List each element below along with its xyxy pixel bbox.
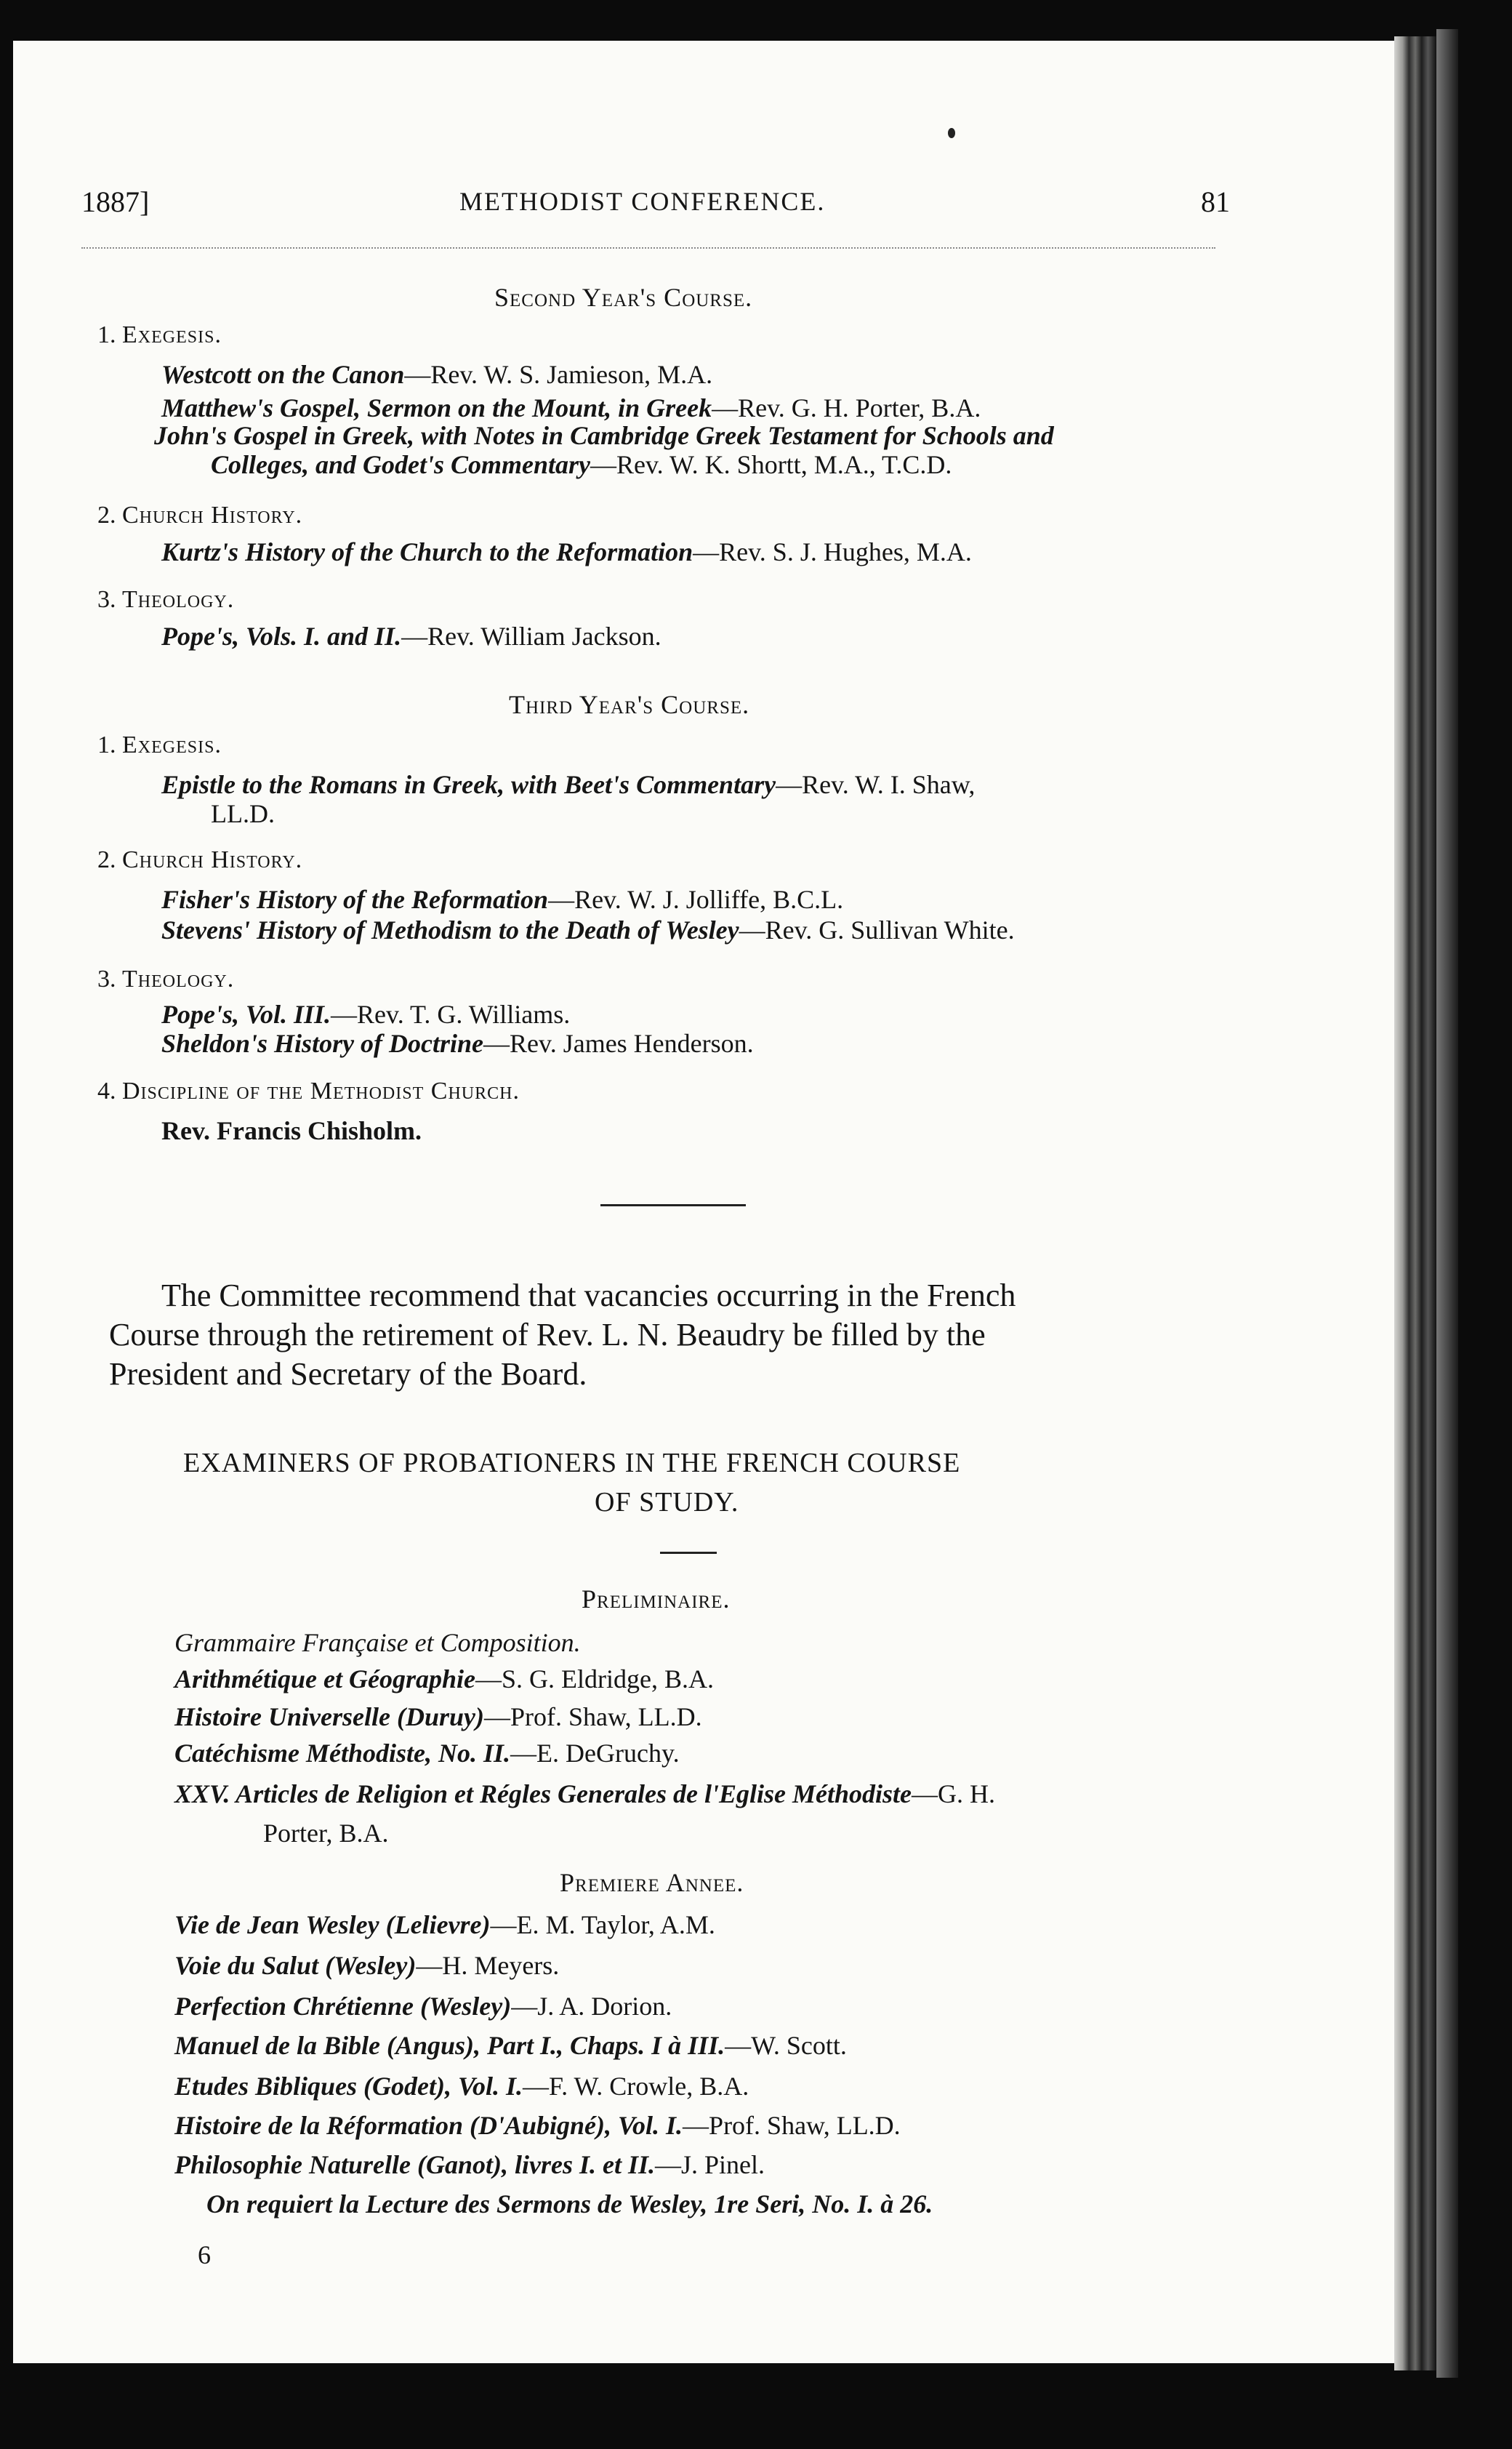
course-entry: Pope's, Vols. I. and II.—Rev. William Jackson. <box>161 622 662 651</box>
course-entry: Porter, B.A. <box>263 1819 389 1848</box>
course-entry: Etudes Bibliques (Godet), Vol. I.—F. W. Crowle, B.A. <box>174 2072 749 2101</box>
course-entry: Voie du Salut (Wesley)—H. Meyers. <box>174 1951 560 1980</box>
course-entry: Manuel de la Bible (Angus), Part I., Chaps. I à III.—W. Scott. <box>174 2031 847 2060</box>
course-entry: Sheldon's History of Doctrine—Rev. James Henderson. <box>161 1029 754 1058</box>
running-header <box>81 185 1230 228</box>
ink-spot <box>948 128 955 138</box>
course-entry: Arithmétique et Géographie—S. G. Eldridge, B.A. <box>174 1664 714 1694</box>
course-entry: LL.D. <box>211 799 275 828</box>
section-number: 4. Discipline of the Methodist Church. <box>97 1078 520 1105</box>
section-divider <box>600 1204 746 1206</box>
book-edge-shadow <box>1436 29 1458 2378</box>
course-entry: Colleges, and Godet's Commentary—Rev. W. K. Shortt, M.A., T.C.D. <box>211 450 952 479</box>
header-title: METHODIST CONFERENCE. <box>459 187 826 216</box>
course-entry: Stevens' History of Methodism to the Death of Wesley—Rev. G. Sullivan White. <box>161 915 1015 945</box>
committee-paragraph-line: The Committee recommend that vacancies occurring in the French <box>161 1278 1016 1313</box>
course-entry: Kurtz's History of the Church to the Reformation—Rev. S. J. Hughes, M.A. <box>161 537 972 566</box>
course-entry: Rev. Francis Chisholm. <box>161 1116 422 1145</box>
course-entry: Westcott on the Canon—Rev. W. S. Jamieson, M.A. <box>161 360 713 389</box>
course-entry: Vie de Jean Wesley (Lelievre)—E. M. Taylor, A.M. <box>174 1910 715 1939</box>
header-year: 1887] <box>81 185 150 218</box>
third-year-heading: Third Year's Course. <box>509 690 750 719</box>
course-entry: Philosophie Naturelle (Ganot), livres I. et II.—J. Pinel. <box>174 2150 765 2179</box>
course-entry: XXV. Articles de Religion et Régles Generales de l'Eglise Méthodiste—G. H. <box>174 1779 995 1808</box>
section-number: 2. Church History. <box>97 502 303 529</box>
signature-mark: 6 <box>198 2240 211 2269</box>
course-entry: Grammaire Française et Composition. <box>174 1628 581 1657</box>
section-number: 2. Church History. <box>97 846 303 873</box>
course-entry: Matthew's Gospel, Sermon on the Mount, in Greek—Rev. G. H. Porter, B.A. <box>161 393 981 422</box>
section-number: 1. Exegesis. <box>97 732 222 758</box>
section-number: 3. Theology. <box>97 586 235 613</box>
course-entry: Catéchisme Méthodiste, No. II.—E. DeGruchy. <box>174 1739 680 1768</box>
short-rule <box>660 1552 717 1554</box>
course-entry: John's Gospel in Greek, with Notes in Cambridge Greek Testament for Schools and <box>154 421 1054 450</box>
course-entry: Pope's, Vol. III.—Rev. T. G. Williams. <box>161 1000 571 1029</box>
preliminaire-heading: Preliminaire. <box>582 1584 731 1614</box>
premiere-annee-heading: Premiere Annee. <box>560 1868 744 1897</box>
course-entry: On requiert la Lecture des Sermons de Wesley, 1re Seri, No. I. à 26. <box>206 2189 933 2218</box>
book-edge <box>1394 36 1436 2370</box>
section-number: 3. Theology. <box>97 966 235 993</box>
committee-paragraph-line: President and Secretary of the Board. <box>109 1356 587 1392</box>
french-course-heading: EXAMINERS OF PROBATIONERS IN THE FRENCH COURSE <box>183 1448 961 1478</box>
course-entry: Fisher's History of the Reformation—Rev. W. J. Jolliffe, B.C.L. <box>161 885 844 914</box>
course-entry: Histoire de la Réformation (D'Aubigné), Vol. I.—Prof. Shaw, LL.D. <box>174 2111 901 2140</box>
section-number: 1. Exegesis. <box>97 321 222 348</box>
course-entry: Epistle to the Romans in Greek, with Beet's Commentary—Rev. W. I. Shaw, <box>161 770 976 799</box>
committee-paragraph-line: Course through the retirement of Rev. L. N. Beaudry be filled by the <box>109 1317 986 1352</box>
page-number: 81 <box>1201 185 1230 218</box>
second-year-heading: Second Year's Course. <box>494 283 753 312</box>
course-entry: Perfection Chrétienne (Wesley)—J. A. Dorion. <box>174 1992 672 2021</box>
course-entry: Histoire Universelle (Duruy)—Prof. Shaw, LL.D. <box>174 1702 702 1731</box>
header-rule <box>81 247 1215 249</box>
french-course-heading-cont: OF STUDY. <box>595 1487 739 1518</box>
